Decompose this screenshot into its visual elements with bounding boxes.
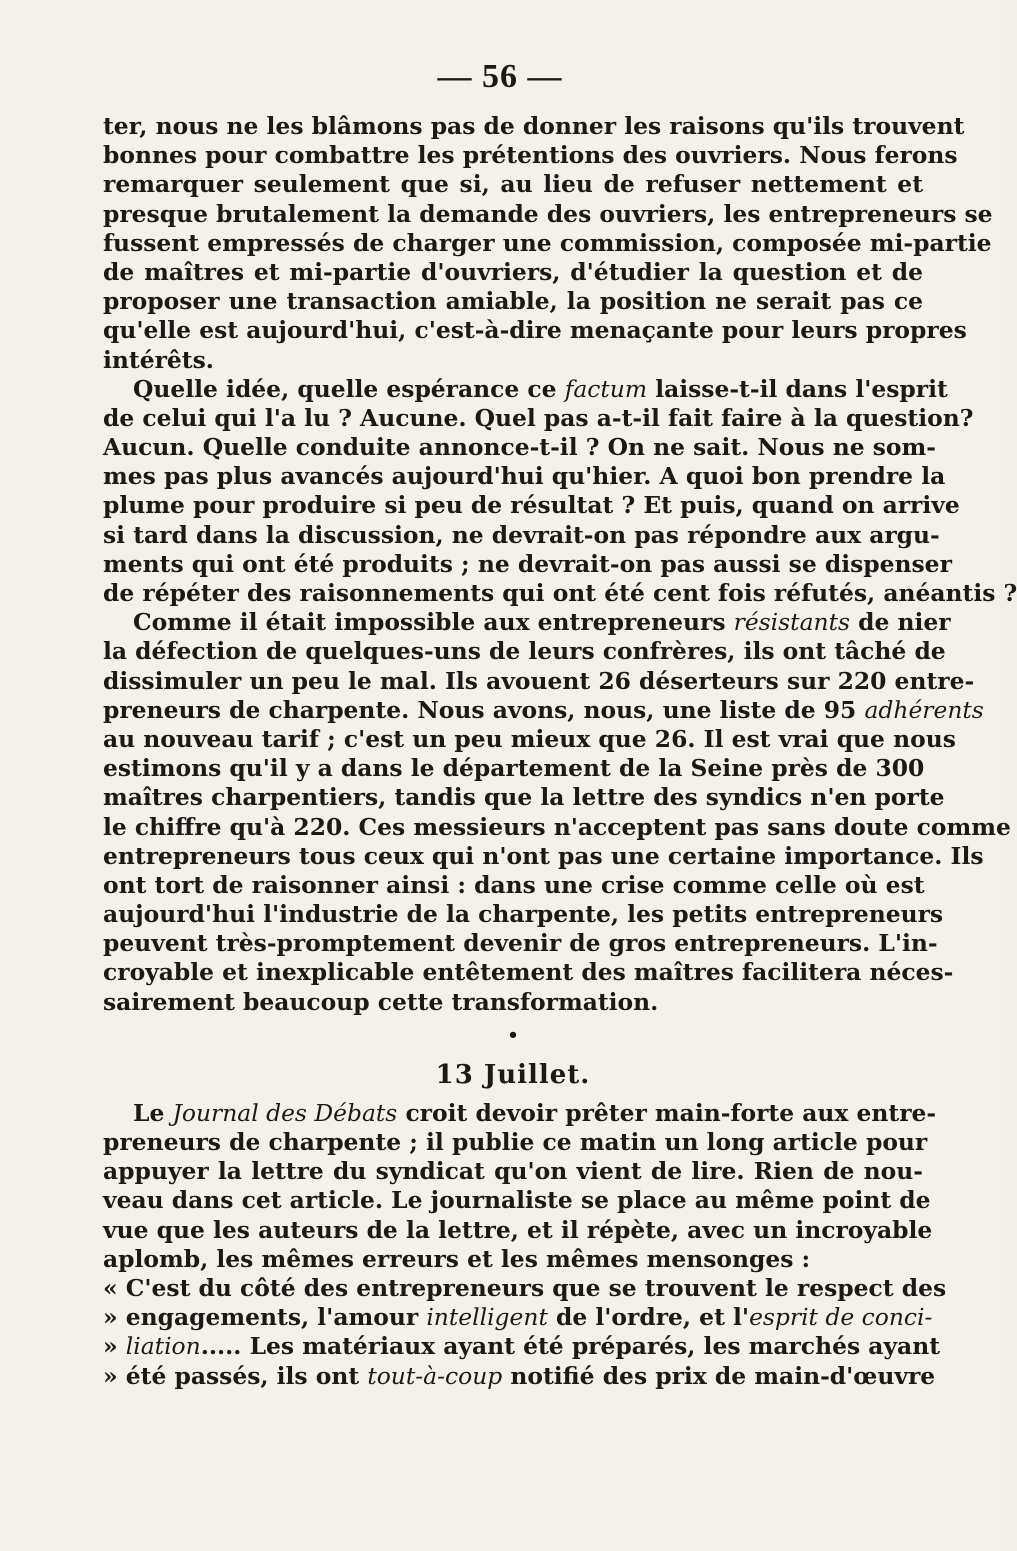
text-line: Le Journal des Débats croit devoir prêter main-forte aux entre- <box>133 1098 937 1127</box>
text-line: aplomb, les mêmes erreurs et les mêmes mensonges : <box>103 1244 811 1273</box>
text-line: » liation..... Les matériaux ayant été préparés, les marchés ayant <box>103 1332 941 1361</box>
text-line: au nouveau tarif ; c'est un peu mieux que 26. Il est vrai que nous <box>103 724 956 753</box>
text-line: entrepreneurs tous ceux qui n'ont pas une certaine importance. Ils <box>103 841 984 870</box>
text-line: la défection de quelques-uns de leurs confrères, ils ont tâché de <box>103 637 946 666</box>
text-line: veau dans cet article. Le journaliste se place au même point de <box>103 1186 931 1215</box>
paragraphs-before-heading <box>103 112 1017 1017</box>
text-line: presque brutalement la demande des ouvriers, les entrepreneurs se <box>103 199 993 228</box>
text-line: peuvent très-promptement devenir de gros entrepreneurs. L'in- <box>103 929 938 958</box>
text-line: le chiffre qu'à 220. Ces messieurs n'acceptent pas sans doute comme <box>103 812 1011 841</box>
text-line: bonnes pour combattre les prétentions des ouvriers. Nous ferons <box>103 141 958 170</box>
text-line: de répéter des raisonnements qui ont été cent fois réfutés, anéantis ? <box>103 579 1017 607</box>
italic-phrase: intelligent <box>426 1303 548 1332</box>
text-line: maîtres charpentiers, tandis que la lettre des syndics n'en porte <box>103 783 945 812</box>
text-line: ter, nous ne les blâmons pas de donner les raisons qu'ils trouvent <box>103 112 965 140</box>
text-line: proposer une transaction amiable, la position ne serait pas ce <box>103 287 923 316</box>
italic-phrase: Journal des Débats <box>172 1098 398 1127</box>
text-line: qu'elle est aujourd'hui, c'est-à-dire menaçante pour leurs propres <box>103 316 967 345</box>
text-line: ments qui ont été produits ; ne devrait-on pas aussi se dispenser <box>103 549 952 578</box>
italic-phrase: adhérents <box>864 695 984 724</box>
paragraph <box>103 608 1011 1017</box>
paragraph <box>103 1098 937 1274</box>
text-line: de maîtres et mi-partie d'ouvriers, d'étudier la question et de <box>103 257 923 286</box>
italic-phrase: esprit de conci- <box>749 1303 933 1332</box>
page-number: — 56 — <box>437 58 563 95</box>
text-line: dissimuler un peu le mal. Ils avouent 26 déserteurs sur 220 entre- <box>103 666 975 695</box>
text-line: mes pas plus avancés aujourd'hui qu'hier. A quoi bon prendre la <box>103 462 946 491</box>
text-line: Comme il était impossible aux entrepreneurs résistants de nier <box>133 608 951 637</box>
section-heading-date: 13 Juillet. <box>435 1059 591 1090</box>
text-line: sairement beaucoup cette transformation. <box>103 987 659 1016</box>
paragraph <box>103 1273 947 1391</box>
paragraph <box>103 112 993 375</box>
text-line: estimons qu'il y a dans le département de la Seine près de 300 <box>103 754 925 783</box>
text-line: remarquer seulement que si, au lieu de refuser nettement et <box>103 170 923 199</box>
italic-phrase: factum <box>564 374 648 403</box>
text-line: Quelle idée, quelle espérance ce factum laisse-t-il dans l'esprit <box>133 374 948 403</box>
ornament-mark: • <box>507 1024 519 1046</box>
italic-phrase: tout-à-coup <box>367 1361 503 1390</box>
text-line: preneurs de charpente ; il publie ce matin un long article pour <box>103 1128 928 1156</box>
text-line: appuyer la lettre du syndicat qu'on vient de lire. Rien de nou- <box>103 1157 923 1186</box>
text-line: fussent empressés de charger une commission, composée mi-partie <box>103 228 992 257</box>
paragraphs-after-heading <box>103 1098 947 1391</box>
text-line: aujourd'hui l'industrie de la charpente, les petits entrepreneurs <box>103 900 944 929</box>
text-line: Aucun. Quelle conduite annonce-t-il ? On ne sait. Nous ne som- <box>103 433 936 462</box>
text-line: de celui qui l'a lu ? Aucune. Quel pas a-t-il fait faire à la question? <box>103 403 974 432</box>
italic-phrase: résistants <box>733 608 850 637</box>
text-line: plume pour produire si peu de résultat ? Et puis, quand on arrive <box>103 491 960 520</box>
italic-phrase: liation <box>125 1332 201 1361</box>
text-line: » été passés, ils ont tout-à-coup notifié des prix de main-d'œuvre <box>103 1361 936 1390</box>
text-line: si tard dans la discussion, ne devrait-on pas répondre aux argu- <box>103 520 940 549</box>
text-line: » engagements, l'amour intelligent de l'ordre, et l'esprit de conci- <box>103 1303 933 1332</box>
text-line: « C'est du côté des entrepreneurs que se trouvent le respect des <box>103 1273 947 1302</box>
text-line: vue que les auteurs de la lettre, et il répète, avec un incroyable <box>103 1215 933 1244</box>
text-line: intérêts. <box>103 345 214 374</box>
paragraph <box>103 374 1017 609</box>
body-text <box>103 112 1017 1391</box>
text-line: preneurs de charpente. Nous avons, nous, une liste de 95 adhérents <box>103 695 984 724</box>
text-line: ont tort de raisonner ainsi : dans une crise comme celle où est <box>103 870 925 899</box>
text-line: croyable et inexplicable entêtement des maîtres facilitera néces- <box>103 958 954 987</box>
